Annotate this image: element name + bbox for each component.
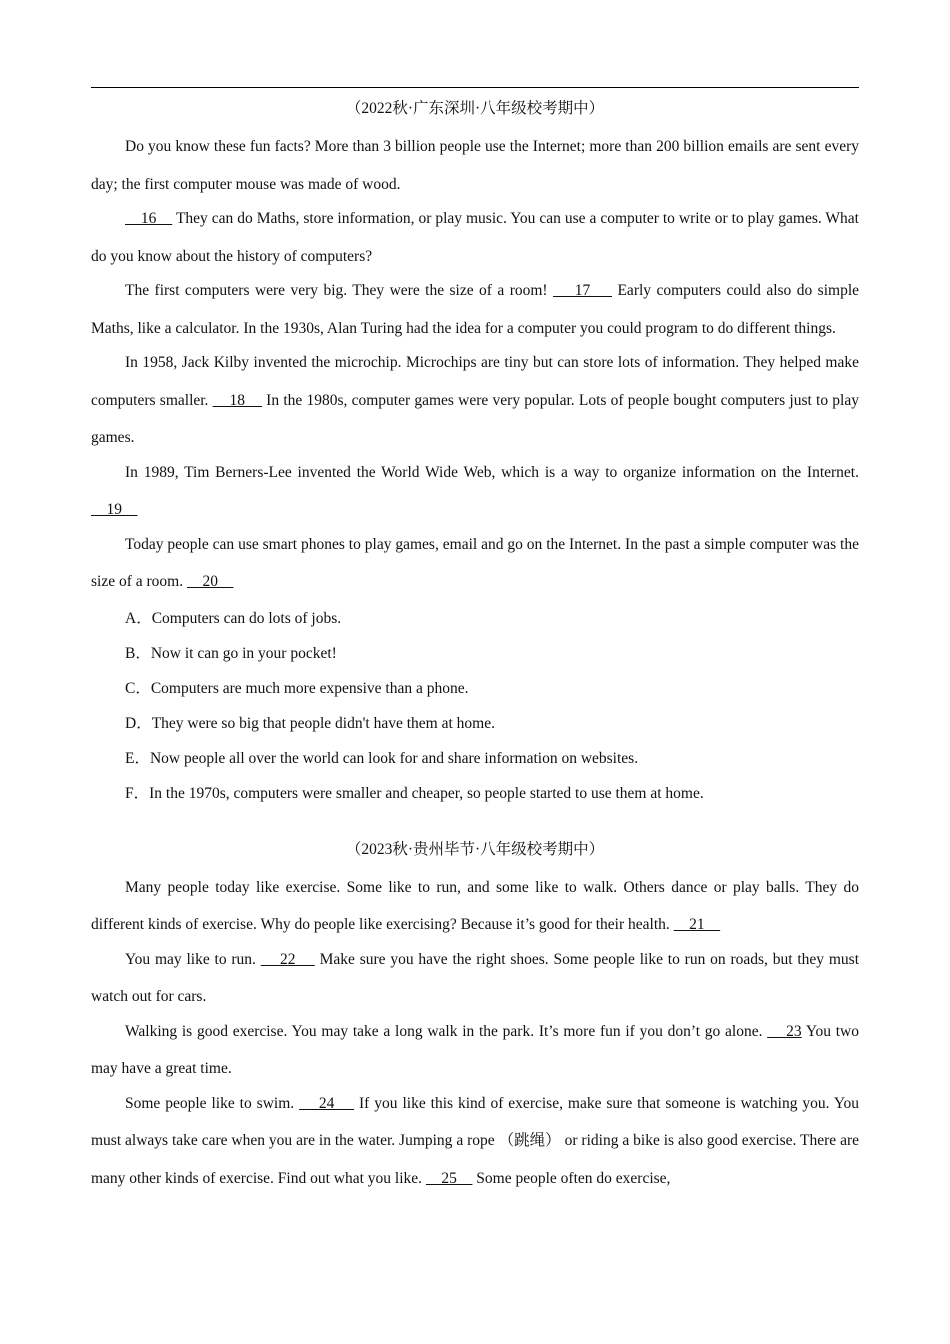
blank-18[interactable]: 18 (212, 391, 262, 409)
passage1-source: （2022秋·广东深圳·八年级校考期中） (345, 100, 605, 117)
option-e: E．Now people all over the world can look for and share information on websites. (125, 749, 639, 767)
top-rule (91, 87, 859, 88)
passage1-paragraph-2: 16 They can do Maths, store information, or play music. You can use a computer to write or to play games. What do you know about the history of computers? (91, 210, 859, 265)
option-a: A．Computers can do lots of jobs. (125, 609, 342, 627)
content (91, 96, 859, 1197)
blank-24[interactable]: 24 (299, 1094, 355, 1112)
passage2-paragraph-2: You may like to run. 22 Make sure you have the right shoes. Some people like to run on roads, but they must watch out for cars. (91, 950, 860, 1005)
blank-21[interactable]: 21 (673, 916, 721, 933)
option-f: F．In the 1970s, computers were smaller and cheaper, so people started to use them at home. (125, 784, 704, 802)
blank-16[interactable]: 16 (125, 210, 173, 227)
blank-17[interactable]: 17 (553, 282, 613, 299)
blank-19[interactable]: 19 (91, 501, 138, 518)
blank-22[interactable]: 22 (260, 950, 315, 968)
option-c: C．Computers are much more expensive than a phone. (125, 679, 469, 697)
passage1-paragraph-4: In 1958, Jack Kilby invented the microchip. Microchips are tiny but can store lots of information. They helped make computers smaller. 18 In the 1980s, computer games were very popular. Lots of people bought computers just to play games. (91, 354, 859, 446)
passage2-paragraph-3: Walking is good exercise. You may take a long walk in the park. It’s more fun if you don’t go alone. 23 You two may have a great time. (91, 1022, 859, 1077)
passage1-paragraph-5: In 1989, Tim Berners-Lee invented the World Wide Web, which is a way to organize information on the Internet. 19 (91, 463, 859, 518)
passage2-source: （2023秋·贵州毕节·八年级校考期中） (345, 840, 605, 858)
passage2-paragraph-1: Many people today like exercise. Some like to run, and some like to walk. Others dance or play balls. They do different kinds of exercise. Why do people like exercising? Because it’s good for their health. 21 (91, 878, 859, 933)
passage1-paragraph-3: The first computers were very big. They were the size of a room! 17 Early computers could also do simple Maths, like a calculator. In the 1930s, Alan Turing had the idea for a computer you could program to do different things. (91, 282, 860, 337)
passage1-paragraph-6: Today people can use smart phones to play games, email and go on the Internet. In the past a simple computer was the size of a room. 20 (91, 535, 859, 590)
blank-25[interactable]: 25 (425, 1169, 473, 1187)
blank-23[interactable]: 23 (767, 1022, 802, 1040)
passage2-paragraph-4: Some people like to swim. 24 If you like this kind of exercise, make sure that someone is watching you. You must always take care when you are in the water. Jumping a rope （跳绳） or riding a bike is also good exercise. There are many other kinds of exercise. Find out what you like. 25 Some people often do exercise, (91, 1094, 860, 1187)
option-b: B．Now it can go in your pocket! (125, 644, 337, 662)
section-gap (91, 811, 859, 837)
blank-20[interactable]: 20 (186, 573, 234, 590)
option-d: D．They were so big that people didn't have them at home. (125, 714, 495, 732)
passage1-paragraph-1: Do you know these fun facts? More than 3 billion people use the Internet; more than 200 billion emails are sent every day; the first computer mouse was made of wood. (91, 138, 859, 193)
